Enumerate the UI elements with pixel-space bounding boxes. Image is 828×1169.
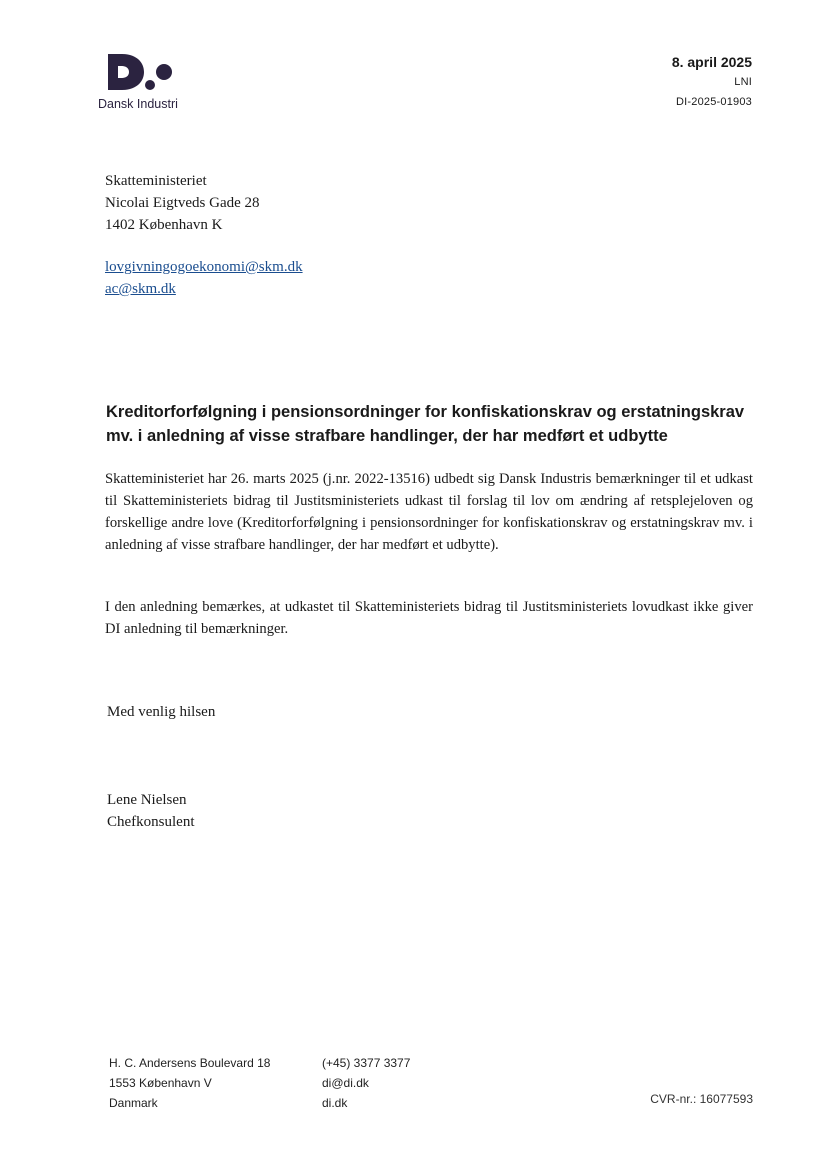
footer-address-line: 1553 København V	[109, 1076, 212, 1090]
signature-block	[107, 789, 195, 833]
email-link[interactable]: lovgivningogoekonomi@skm.dk	[105, 259, 303, 275]
footer-phone: (+45) 3377 3377	[322, 1056, 411, 1070]
footer-address-line: H. C. Andersens Boulevard 18	[109, 1056, 271, 1070]
reference-number: DI-2025-01903	[676, 96, 752, 108]
signer-name: Lene Nielsen	[107, 792, 187, 808]
logo-wordmark: Dansk Industri	[98, 97, 178, 111]
body-paragraph: I den anledning bemærkes, at udkastet til Skatteministeriets bidrag til Justitsministeriets lovudkast ikke giver DI anledning til bemærkninger.	[105, 599, 753, 637]
recipient-line: Nicolai Eigtveds Gade 28	[105, 195, 260, 211]
email-link[interactable]: ac@skm.dk	[105, 281, 176, 297]
footer-cvr: CVR-nr.: 16077593	[650, 1092, 753, 1106]
letter-title: Kreditorforfølgning i pensionsordninger for konfiskationskrav og erstatningskrav mv. i anledning af visse strafbare handlinger, der har medført et udbytte	[106, 403, 745, 445]
recipient-line: Skatteministeriet	[105, 173, 207, 189]
letter-meta	[672, 52, 752, 112]
footer-address-line: Danmark	[109, 1096, 158, 1110]
recipient-address	[105, 170, 260, 236]
recipient-line: 1402 København K	[105, 217, 223, 233]
footer-website: di.dk	[322, 1096, 348, 1110]
di-logo	[98, 52, 198, 116]
footer-email: di@di.dk	[322, 1076, 369, 1090]
closing-salutation: Med venlig hilsen	[107, 704, 216, 720]
footer-contact	[322, 1053, 410, 1113]
author-initials: LNI	[734, 76, 752, 88]
body-paragraph: Skatteministeriet har 26. marts 2025 (j.nr. 2022-13516) udbedt sig Dansk Industris bemærkninger til et udkast til Skatteministeriets bidrag til Justitsministeriets udkast til forslag til lov om ændring af retsplejeloven og forskellige andre love (Kreditorforfølgning i pensionsordninger for konfiskationskrav og erstatningskrav mv. i anledning af visse strafbare handlinger, der har medført et udbytte).	[105, 471, 753, 553]
recipient-emails	[105, 256, 303, 300]
letter-date: 8. april 2025	[671, 54, 752, 70]
footer-address	[109, 1053, 270, 1113]
di-logo-mark-icon	[98, 52, 178, 92]
signer-title: Chefkonsulent	[107, 814, 195, 830]
